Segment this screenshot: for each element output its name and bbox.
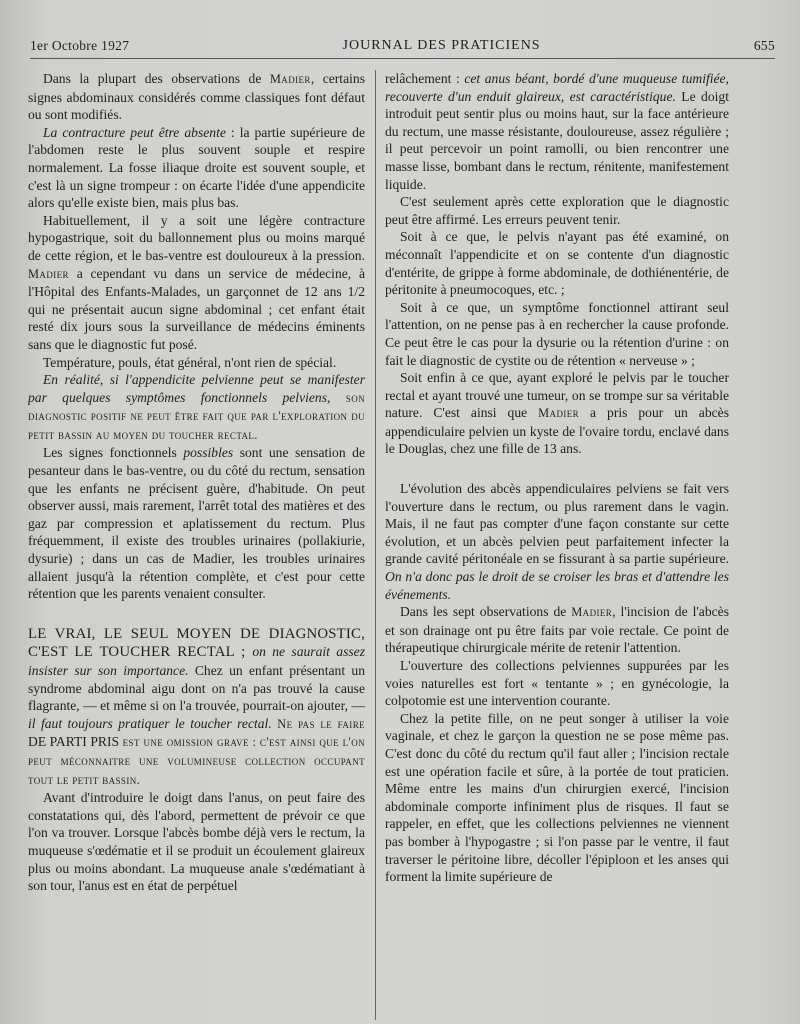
paragraph: Dans les sept observations de Madier, l'incision de l'abcès et son drainage ont pu être faits par voie rectale. Ce point de thérapeutique chirurgicale mérite de retenir l'attention. xyxy=(385,604,729,656)
left-column xyxy=(28,70,365,1020)
paragraph: En réalité, si l'appendicite pelvienne peut se manifester par quelques symptômes fonctionnels pelviens, son diagnostic positif ne peut être fait que par l'exploration du petit bassin au moyen du toucher rectal. xyxy=(28,372,365,442)
paragraph: Avant d'introduire le doigt dans l'anus, on peut faire des constatations qui, dès l'abord, permettent de prévoir ce que l'on va trouver. Lorsque l'abcès bombe déjà vers le rectum, la muqueuse s'œdématie et il se produit un écoulement glaireux plus ou moins abondant. La muqueuse anale s'œdématiant à son tour, l'anus est en état de perpétuel xyxy=(28,790,365,894)
column-divider xyxy=(375,70,376,1020)
running-header xyxy=(30,36,775,56)
issue-date: 1er Octobre 1927 xyxy=(30,38,130,53)
paragraph: Soit enfin à ce que, ayant exploré le pelvis par le toucher rectal et ayant trouvé une tumeur, on se trompe sur sa véritable nature. C'est ainsi que Madier a pris pour un abcès appendiculaire pelvien un kyste de l'ovaire tordu, enclavé dans le Douglas, chez une fille de 13 ans. xyxy=(385,370,729,457)
right-column xyxy=(385,70,729,1020)
paragraph: L'évolution des abcès appendiculaires pelviens se fait vers l'ouverture dans le rectum, ou plus rarement dans le vagin. Mais, il ne faut pas compter d'une façon constante sur cette évolution, et un abcès pelvien peut parfaitement infecter la grande cavité péritonéale en se fissurant à sa partie supérieure. On n'a donc pas le droit de se croiser les bras et d'attendre les événements. xyxy=(385,481,729,602)
paragraph: Température, pouls, état général, n'ont rien de spécial. xyxy=(42,354,337,370)
paragraph: Habituellement, il y a soit une légère contracture hypogastrique, soit du ballonnement plus ou moins marqué de cette région, et le bas-ventre est douloureux à la pression. Madier a cependant vu dans un service de médecine, à l'Hôpital des Enfants-Malades, un garçonnet de 12 ans 1/2 qui ne présentait aucun signe abdominal ; cet enfant était resté dix jours sous la surveillance de médecins éminents sans que le diagnostic fut posé. xyxy=(28,212,365,352)
paragraph: Dans la plupart des observations de Madier, certains signes abdominaux considérés comme classiques font défaut ou sont modifiés. xyxy=(28,71,365,123)
paragraph: Les signes fonctionnels possibles sont une sensation de pesanteur dans le bas-ventre, ou du côté du rectum, sensation que les enfants ne précisent guère, d'habitude. On peut observer aussi, mais rarement, l'arrêt total des matières et des gaz par compression et aplatissement du rectum. Plus fréquemment, il existe des troubles urinaires (pollakiurie, dysurie) ; dans un cas de Madier, les troubles urinaires allaient jusqu'à la rétention complète, et c'est pour cette rétention que les parents venaient consulter. xyxy=(28,445,365,602)
paragraph: L'ouverture des collections pelviennes suppurées par les voies naturelles est fort « tentante » ; en gynécologie, la colpotomie est une intervention courante. xyxy=(385,658,729,709)
paragraph: Chez la petite fille, on ne peut songer à utiliser la voie vaginale, et chez le garçon la question ne se pose même pas. C'est donc du côté du rectum qu'il faut aller ; l'incision rectale est une opération facile et sûre, à la portée de tout praticien. Même entre les mains d'un chirurgien exercé, l'incision abdominale comporte infiniment plus de risques. Il faut se rappeler, en effet, que les collections pelviennes ne viennent pas bomber à l'hypogastre ; si l'on passe par le ventre, il faut traverser le péritoine libre, décoller l'épiploon et les anses qui forment la limite supérieure de xyxy=(385,710,729,885)
paragraph: La contracture peut être absente : la partie supérieure de l'abdomen reste le plus souvent souple et respire normalement. La fosse iliaque droite est souvent souple, et c'est là un signe trompeur : on écarte l'idée d'une appendicite alors qu'elle existe bien, mais plus bas. xyxy=(28,124,365,211)
paragraph: Soit à ce que, le pelvis n'ayant pas été examiné, on méconnaît l'appendicite et on se contente d'un diagnostic d'entérite, de grippe à forme abdominale, de dothiénentérie, de péritonite à pneumocoques, etc. ; xyxy=(385,229,729,298)
paragraph: Soit à ce que, un symptôme fonctionnel attirant seul l'attention, on ne pense pas à en rechercher la cause profonde. Ce peut être le cas pour la dysurie ou la rétention d'urine : on fait le diagnostic de cystite ou de rétention « nerveuse » ; xyxy=(385,299,729,368)
paragraph: relâchement : cet anus béant, bordé d'une muqueuse tumifiée, recouverte d'un enduit glaireux, est caractéristique. Le doigt introduit peut sentir plus ou moins haut, sur la face antérieure du rectum, une masse résistante, douloureuse, assez régulière ; il peut percevoir un point ramolli, ou bien rencontrer une masse lisse, bombant dans le rectum, rénitente, manifestement liquide. xyxy=(385,71,729,192)
page-number: 655 xyxy=(753,38,775,53)
header-rule xyxy=(30,58,775,59)
section-paragraph: LE VRAI, LE SEUL MOYEN DE DIAGNOSTIC, C'EST LE TOUCHER RECTAL ; on ne saurait assez insister sur son importance. Chez un enfant présentant un syndrome abdominal aigu dont on n'a pas trouvé la cause flagrante, — et même si on l'a trouvée, pourrait-on ajouter, — il faut toujours pratiquer le toucher rectal. Ne pas le faire DE PARTI PRIS est une omission grave : c'est ainsi que l'on peut méconnaitre une volumineuse collection occupant tout le petit bassin. xyxy=(28,625,365,787)
paragraph: C'est seulement après cette exploration que le diagnostic peut être affirmé. Les erreurs peuvent tenir. xyxy=(385,194,729,227)
journal-title: JOURNAL DES PRATICIENS xyxy=(342,38,541,53)
